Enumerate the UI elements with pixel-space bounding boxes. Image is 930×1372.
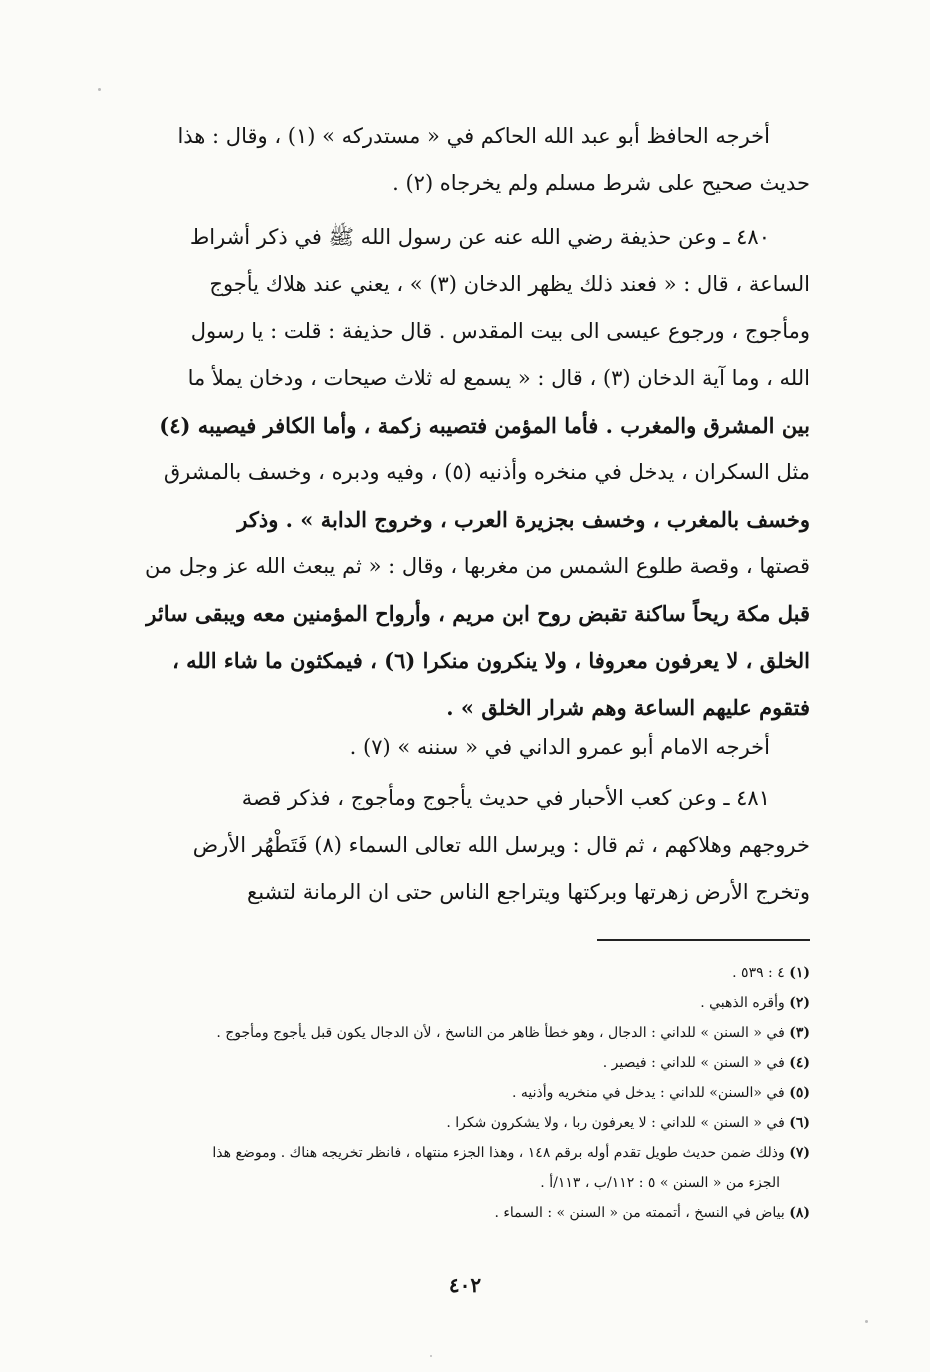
scan-speck [430, 1355, 432, 1357]
footnote-text: في « السنن » للداني : لا يعرفون ربا ، ولا يشكرون شكرا . [446, 1115, 790, 1131]
footnote-number: (٣) [789, 1025, 810, 1041]
footnote-number: (٨) [789, 1205, 810, 1221]
footnote-number: (١) [789, 965, 810, 981]
text-line: أخرجه الامام أبو عمرو الداني في « سننه » (٧) . [349, 735, 770, 759]
text-line: وخسف بالمغرب ، وخسف بجزيرة العرب ، وخروج الدابة » . وذكر [237, 507, 810, 532]
footnote-separator [597, 939, 810, 941]
footnote-text: وذلك ضمن حديث طويل تقدم أوله برقم ١٤٨ ، وهذا الجزء منتهاه ، فانظر تخريجه هناك . وموضع هذا [212, 1145, 790, 1161]
scan-speck [865, 1320, 868, 1323]
footnote-3 [127, 1018, 810, 1048]
footnote-number: (٢) [789, 995, 810, 1011]
footnote-text: في « السنن » للداني : الدجال ، وهو خطأ ظاهر من الناسخ ، لأن الدجال يكون قبل يأجوج ومأجوج . [216, 1025, 790, 1041]
footnote-6 [127, 1108, 810, 1138]
paragraph-hadith-480 [127, 214, 810, 731]
paragraph-hadith-481 [127, 775, 810, 916]
text-line: أخرجه الحافظ أبو عبد الله الحاكم في « مستدركه » (١) ، وقال : هذا [177, 124, 770, 148]
text-line: حديث صحيح على شرط مسلم ولم يخرجاه (٢) . [392, 171, 810, 195]
footnote-text: الجزء من « السنن » ٥ : ١١٢/ب ، ١١٣/أ . [540, 1175, 780, 1191]
text-line: قبل مكة ريحاً ساكنة تقبض روح ابن مريم ، وأرواح المؤمنين معه ويبقى سائر [146, 601, 810, 626]
scan-speck [98, 88, 101, 91]
text-line: ٤٨٠ ـ وعن حذيفة رضي الله عنه عن رسول الله ﷺ في ذكر أشراط [189, 225, 770, 249]
footnote-number: (٥) [789, 1085, 810, 1101]
footnote-text: بياض في النسخ ، أتممته من « السنن » : السماء . [494, 1205, 790, 1221]
footnote-number: (٦) [789, 1115, 810, 1131]
footnote-2 [127, 988, 810, 1018]
footnote-8 [127, 1198, 810, 1228]
paragraph-attribution-dani [127, 724, 810, 771]
footnote-text: وأقره الذهبي . [700, 995, 790, 1011]
text-line: ومأجوج ، ورجوع عيسى الى بيت المقدس . قال حذيفة : قلت : يا رسول [190, 319, 810, 343]
footnote-4 [127, 1048, 810, 1078]
footnote-text: ٤ : ٥٣٩ . [732, 965, 790, 981]
page-number: ٤٠٢ [448, 1273, 482, 1297]
paragraph-attribution-hakim [127, 113, 810, 207]
text-line: ٤٨١ ـ وعن كعب الأحبار في حديث يأجوج ومأجوج ، فذكر قصة [241, 786, 770, 810]
footnotes [127, 958, 810, 1228]
text-line: وتخرج الأرض زهرتها وبركتها ويتراجع الناس حتى ان الرمانة لتشبع [247, 880, 810, 904]
text-line: مثل السكران ، يدخل في منخره وأذنيه (٥) ، وفيه ودبره ، وخسف بالمشرق [163, 460, 810, 484]
text-line: بين المشرق والمغرب . فأما المؤمن فتصيبه زكمة ، وأما الكافر فيصيبه (٤) [159, 413, 810, 438]
footnote-1 [127, 958, 810, 988]
text-line: خروجهم وهلاكهم ، ثم قال : ويرسل الله تعالى السماء (٨) فَتَطْهُر الأرض [192, 833, 810, 857]
text-line: الساعة ، قال : « فعند ذلك يظهر الدخان (٣) » ، يعني عند هلاك يأجوج [209, 272, 810, 296]
footnote-text: في «السنن» للداني : يدخل في منخريه وأذنيه . [512, 1085, 790, 1101]
footnote-number: (٧) [789, 1145, 810, 1161]
text-line: قصتها ، وقصة طلوع الشمس من مغربها ، وقال : « ثم يبعث الله عز وجل من [144, 554, 810, 578]
text-line: الخلق ، لا يعرفون معروفا ، ولا ينكرون منكرا (٦) ، فيمكثون ما شاء الله ، [172, 648, 810, 673]
footnote-7-continued [127, 1168, 810, 1198]
text-line: فتقوم عليهم الساعة وهم شرار الخلق » . [446, 695, 810, 720]
footnote-7 [127, 1138, 810, 1168]
footnote-number: (٤) [789, 1055, 810, 1071]
footnote-text: في « السنن » للداني : فيصير . [602, 1055, 790, 1071]
footnote-5 [127, 1078, 810, 1108]
text-line: الله ، وما آية الدخان (٣) ، قال : « يسمع له ثلاث صيحات ، ودخان يملأ ما [187, 366, 810, 390]
